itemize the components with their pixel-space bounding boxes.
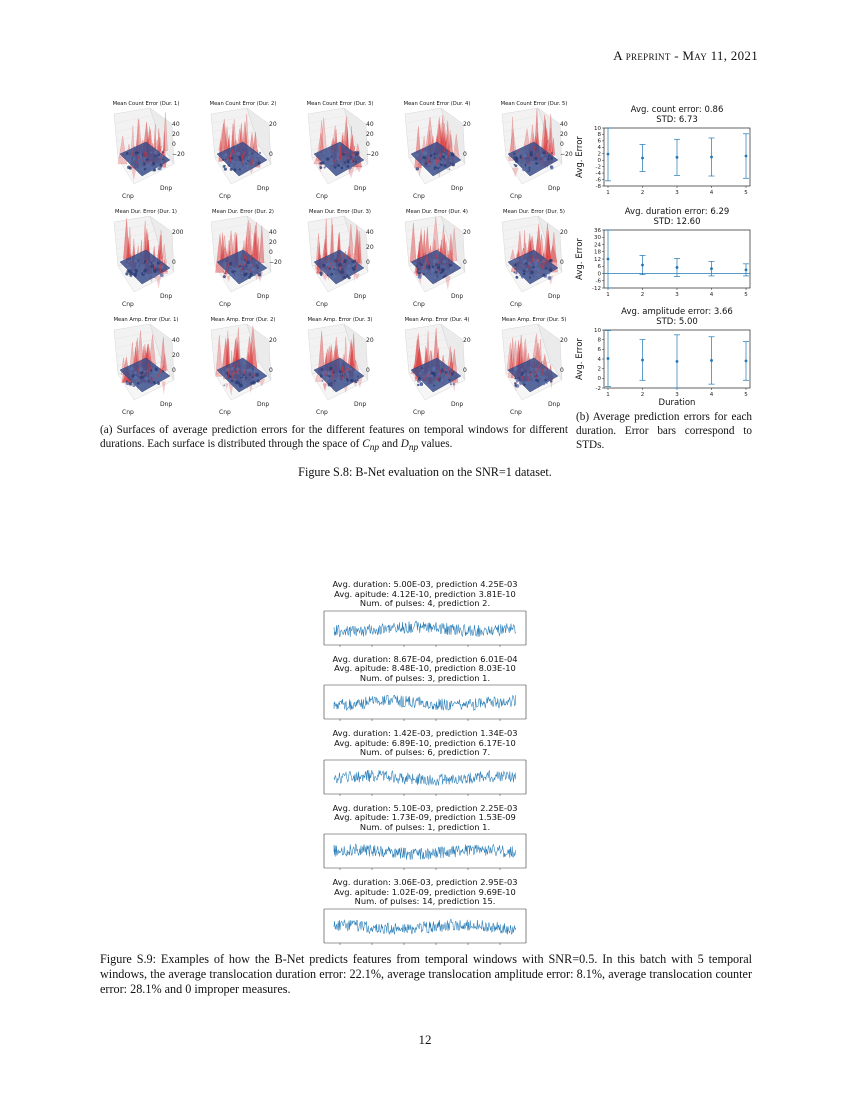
z-tick-label: 20: [463, 121, 471, 128]
data-point: [745, 360, 748, 363]
surface-plot: [294, 208, 386, 312]
x-tick-label: 4: [709, 292, 714, 298]
x-tick-label: 1: [606, 392, 610, 398]
subcaption-a: [100, 423, 568, 455]
waveform-line2: Avg. apitude: 1.02E-09, prediction 9.69E-10: [334, 886, 516, 897]
surface-plot-title: Mean Dur. Error (Dur. 4): [406, 209, 468, 215]
y-axis-label: Avg. Error: [575, 238, 585, 280]
surface-3d: [488, 214, 580, 310]
header-separator: -: [670, 48, 683, 63]
waveform-line3: Num. of pulses: 6, prediction 7.: [359, 747, 491, 758]
y-tick-label: 4: [597, 145, 601, 152]
waveform-line1: Avg. duration: 8.67E-04, prediction 6.01E-04: [332, 653, 518, 664]
z-tick-label: 0: [366, 141, 370, 148]
z-tick-label: 0: [366, 367, 370, 374]
y-axis-label: Dnp: [354, 185, 367, 192]
x-axis-label: Cnp: [122, 193, 134, 200]
y-axis-label: Dnp: [354, 401, 367, 408]
subcaption-a-and: and: [381, 438, 398, 450]
waveform-plot: [320, 683, 530, 723]
x-axis-label: Cnp: [219, 301, 231, 308]
surface-3d: [391, 214, 483, 310]
z-tick-label: 20: [269, 239, 277, 246]
z-tick-label: 40: [560, 121, 568, 128]
waveform-line3: Num. of pulses: 4, prediction 2.: [359, 598, 491, 609]
x-axis-label: Duration: [658, 398, 696, 408]
chart-subtitle: STD: 5.00: [656, 317, 698, 327]
x-axis-label: Cnp: [413, 301, 425, 308]
subcaption-b: (b) Average prediction errors for each duration. Error bars correspond to STDs.: [576, 411, 752, 451]
y-axis-label: Dnp: [160, 401, 173, 408]
y-axis-label: Dnp: [451, 293, 464, 300]
z-tick-label: 0: [269, 151, 273, 158]
waveform-window: [320, 878, 530, 952]
surface-plot-title: Mean Count Error (Dur. 1): [112, 101, 180, 107]
waveform-line2: Avg. apitude: 4.12E-10, prediction 3.81E-10: [334, 588, 516, 599]
surface-3d: [488, 106, 580, 202]
surface-3d: [100, 214, 192, 310]
var-d-sub: np: [408, 443, 419, 454]
z-tick-label: 0: [172, 367, 176, 374]
y-tick-label: -12: [592, 285, 601, 292]
waveform-window: [320, 655, 530, 729]
waveform-window: [320, 580, 530, 654]
y-tick-label: 0: [597, 158, 601, 165]
x-axis-label: Cnp: [316, 193, 328, 200]
z-tick-label: 40: [269, 229, 277, 236]
waveform-line1: Avg. duration: 5.00E-03, prediction 4.25E-03: [332, 579, 518, 589]
waveform-line2: Avg. apitude: 1.73E-09, prediction 1.53E-09: [334, 812, 516, 823]
z-tick-label: 0: [269, 367, 273, 374]
y-tick-label: -2: [595, 385, 601, 392]
var-c-sub: np: [369, 443, 380, 454]
waveform-trace: [334, 695, 516, 710]
y-tick-label: 6: [597, 347, 601, 354]
y-axis-label: Dnp: [160, 293, 173, 300]
y-tick-label: 10: [594, 125, 601, 132]
y-tick-label: -6: [595, 177, 601, 184]
surface-plot-title: Mean Dur. Error (Dur. 1): [115, 209, 177, 215]
surface-plot-title: Mean Count Error (Dur. 4): [403, 101, 471, 107]
waveform-line3: Num. of pulses: 1, prediction 1.: [359, 821, 491, 832]
surface-plot: [100, 100, 192, 204]
z-tick-label: 20: [463, 337, 471, 344]
x-tick-label: 5: [744, 190, 748, 196]
y-tick-label: 8: [597, 132, 601, 139]
surface-plot: [294, 316, 386, 420]
x-tick-label: 4: [709, 190, 714, 196]
z-tick-label: 0: [463, 259, 467, 266]
surface-plot-title: Mean Amp. Error (Dur. 4): [404, 317, 470, 323]
x-tick-label: 4: [709, 392, 714, 398]
x-axis-label: Cnp: [413, 193, 425, 200]
y-tick-label: -4: [595, 170, 601, 177]
y-axis-label: Dnp: [548, 185, 561, 192]
z-tick-label: 0: [560, 367, 564, 374]
surface-plot: [100, 208, 192, 312]
surface-plot: [391, 208, 483, 312]
data-point: [607, 258, 610, 261]
y-tick-label: -2: [595, 164, 601, 171]
waveform-plot: [320, 758, 530, 798]
y-tick-label: 0: [597, 376, 601, 383]
surface-3d: [100, 106, 192, 202]
z-tick-label: 20: [366, 244, 374, 251]
y-tick-label: 18: [594, 249, 601, 256]
surface-plot-title: Mean Count Error (Dur. 3): [306, 101, 374, 107]
y-axis-label: Dnp: [160, 185, 173, 192]
surface-3d: [100, 322, 192, 418]
y-axis-label: Dnp: [257, 401, 270, 408]
chart-title: Avg. count error: 0.86: [630, 105, 724, 115]
z-tick-label: 40: [366, 121, 374, 128]
surface-plot: [197, 100, 289, 204]
x-axis-label: Cnp: [219, 409, 231, 416]
surface-plot: [197, 316, 289, 420]
x-axis-label: Cnp: [510, 409, 522, 416]
surface-plot-title: Mean Dur. Error (Dur. 3): [309, 209, 371, 215]
x-tick-label: 3: [675, 190, 679, 196]
x-tick-label: 2: [640, 392, 645, 398]
z-tick-label: 40: [172, 337, 180, 344]
z-tick-label: 0: [463, 367, 467, 374]
y-axis-label: Dnp: [451, 401, 464, 408]
surface-plot: [391, 316, 483, 420]
z-tick-label: 40: [366, 229, 374, 236]
y-tick-label: 2: [597, 151, 601, 158]
x-tick-label: 2: [640, 292, 645, 298]
waveform-window: [320, 804, 530, 878]
waveform-line2: Avg. apitude: 8.48E-10, prediction 8.03E-10: [334, 663, 516, 674]
z-tick-label: −20: [269, 259, 282, 266]
figure-s8-caption: Figure S.8: B-Net evaluation on the SNR=1 dataset.: [298, 465, 552, 479]
data-point: [641, 264, 644, 267]
data-point: [745, 155, 748, 158]
surface-plot-title: Mean Amp. Error (Dur. 3): [307, 317, 373, 323]
waveform-line1: Avg. duration: 1.42E-03, prediction 1.34E-03: [332, 728, 518, 738]
surface-3d: [294, 106, 386, 202]
z-tick-label: −20: [172, 151, 185, 158]
waveform-line1: Avg. duration: 3.06E-03, prediction 2.95E-03: [332, 877, 518, 887]
surface-plot: [488, 208, 580, 312]
surface-3d: [197, 322, 289, 418]
y-tick-label: 8: [597, 337, 601, 344]
x-axis-label: Cnp: [510, 301, 522, 308]
waveform-line3: Num. of pulses: 3, prediction 1.: [359, 672, 491, 683]
y-tick-label: 2: [597, 366, 601, 373]
y-tick-label: 10: [594, 327, 601, 334]
x-tick-label: 1: [606, 190, 610, 196]
data-point: [607, 357, 610, 360]
waveform-line2: Avg. apitude: 6.89E-10, prediction 6.17E-10: [334, 737, 516, 748]
data-point: [745, 268, 748, 271]
z-tick-label: 20: [366, 337, 374, 344]
y-tick-label: 24: [594, 242, 601, 249]
data-point: [676, 156, 679, 159]
waveform-line1: Avg. duration: 5.10E-03, prediction 2.25E-03: [332, 802, 518, 813]
waveform-examples: [320, 580, 530, 950]
data-point: [710, 359, 713, 362]
waveform-plot: [320, 609, 530, 649]
surface-plot-title: Mean Count Error (Dur. 5): [500, 101, 568, 107]
y-tick-label: 0: [597, 271, 601, 278]
surface-plot: [488, 316, 580, 420]
z-tick-label: −20: [366, 151, 379, 158]
x-axis-label: Cnp: [122, 409, 134, 416]
z-tick-label: 0: [366, 259, 370, 266]
z-tick-label: 20: [172, 131, 180, 138]
z-tick-label: 200: [172, 229, 184, 236]
z-tick-label: 0: [172, 259, 176, 266]
surface-plot-grid: [100, 100, 573, 418]
data-point: [676, 266, 679, 269]
surface-plot-title: Mean Count Error (Dur. 2): [209, 101, 277, 107]
y-tick-label: 6: [597, 138, 601, 145]
x-axis-label: Cnp: [219, 193, 231, 200]
y-tick-label: 36: [594, 227, 601, 234]
waveform-plot: [320, 907, 530, 947]
x-tick-label: 1: [606, 292, 610, 298]
error-bar-chart: [572, 100, 757, 200]
var-c: C: [362, 438, 370, 450]
x-tick-label: 3: [675, 392, 679, 398]
surface-plot-title: Mean Amp. Error (Dur. 1): [113, 317, 179, 323]
x-axis-label: Cnp: [413, 409, 425, 416]
surface-plot-title: Mean Dur. Error (Dur. 5): [503, 209, 565, 215]
z-tick-label: 0: [463, 151, 467, 158]
waveform-trace: [334, 919, 516, 934]
x-axis-label: Cnp: [316, 409, 328, 416]
surface-plot: [488, 100, 580, 204]
data-point: [710, 156, 713, 159]
waveform-trace: [334, 770, 516, 785]
surface-3d: [197, 106, 289, 202]
surface-plot: [100, 316, 192, 420]
y-tick-label: 6: [597, 264, 601, 271]
waveform-window: [320, 729, 530, 803]
error-bar-chart: [572, 202, 757, 302]
x-tick-label: 5: [744, 392, 748, 398]
header-date: May 11, 2021: [682, 48, 758, 63]
subcaption-a-end: values.: [420, 438, 453, 450]
z-tick-label: 20: [560, 131, 568, 138]
waveform-line3: Num. of pulses: 14, prediction 15.: [354, 896, 496, 907]
y-axis-label: Dnp: [257, 293, 270, 300]
surface-3d: [294, 214, 386, 310]
y-axis-label: Dnp: [548, 401, 561, 408]
x-tick-label: 2: [640, 190, 645, 196]
surface-plot: [391, 100, 483, 204]
z-tick-label: 20: [463, 229, 471, 236]
surface-plot-title: Mean Dur. Error (Dur. 2): [212, 209, 274, 215]
y-axis-label: Dnp: [257, 185, 270, 192]
surface-3d: [488, 322, 580, 418]
y-axis-label: Dnp: [548, 293, 561, 300]
error-bar-chart: [572, 302, 757, 408]
z-tick-label: −20: [560, 151, 573, 158]
subcaption-a-text: (a) Surfaces of average prediction errors for the different features on temporal windows for different durations. Each surface is distributed through the space of: [100, 424, 568, 450]
surface-3d: [294, 322, 386, 418]
z-tick-label: 20: [560, 229, 568, 236]
z-tick-label: 40: [172, 121, 180, 128]
chart-subtitle: STD: 6.73: [656, 115, 698, 125]
figure-s9-caption: Figure S.9: Examples of how the B-Net predicts features from temporal windows with SNR=0.5. In this batch with 5 temporal windows, the average translocation duration error: 22.1%, average translocation amplitude error: 8.1%, average translocation counter error: 28.1% and 0 improper measures.: [100, 952, 752, 996]
z-tick-label: 20: [560, 337, 568, 344]
var-d: D: [400, 438, 409, 450]
data-point: [641, 157, 644, 160]
z-tick-label: 0: [560, 259, 564, 266]
surface-plot: [197, 208, 289, 312]
data-point: [710, 267, 713, 270]
z-tick-label: 20: [269, 337, 277, 344]
waveform-plot: [320, 832, 530, 872]
y-tick-label: 30: [594, 235, 601, 242]
chart-subtitle: STD: 12.60: [653, 217, 701, 227]
data-point: [676, 360, 679, 363]
y-axis-label: Dnp: [451, 185, 464, 192]
x-axis-label: Cnp: [316, 301, 328, 308]
y-tick-label: 12: [594, 256, 601, 263]
surface-plot-title: Mean Amp. Error (Dur. 2): [210, 317, 276, 323]
surface-plot-title: Mean Amp. Error (Dur. 5): [501, 317, 567, 323]
z-tick-label: 0: [269, 249, 273, 256]
data-point: [607, 153, 610, 156]
waveform-trace: [334, 844, 516, 860]
y-tick-label: -6: [595, 278, 601, 285]
chart-title: Avg. amplitude error: 3.66: [621, 307, 733, 317]
y-axis-label: Avg. Error: [575, 136, 585, 178]
running-header: [613, 48, 758, 64]
x-tick-label: 3: [675, 292, 679, 298]
page-number: 12: [418, 1032, 432, 1047]
z-tick-label: 0: [560, 141, 564, 148]
y-axis-label: Avg. Error: [575, 338, 585, 380]
z-tick-label: 20: [366, 131, 374, 138]
surface-3d: [391, 106, 483, 202]
y-axis-label: Dnp: [354, 293, 367, 300]
z-tick-label: 0: [172, 141, 176, 148]
surface-3d: [197, 214, 289, 310]
z-tick-label: 20: [269, 121, 277, 128]
chart-title: Avg. duration error: 6.29: [624, 207, 730, 217]
waveform-trace: [334, 621, 516, 637]
y-tick-label: 4: [597, 356, 601, 363]
x-tick-label: 5: [744, 292, 748, 298]
surface-plot: [294, 100, 386, 204]
z-tick-label: 20: [172, 352, 180, 359]
error-bar-panels: [572, 100, 757, 410]
y-tick-label: -8: [595, 183, 601, 190]
x-axis-label: Cnp: [510, 193, 522, 200]
data-point: [641, 359, 644, 362]
surface-3d: [391, 322, 483, 418]
x-axis-label: Cnp: [122, 301, 134, 308]
header-prefix: A preprint: [613, 48, 671, 63]
